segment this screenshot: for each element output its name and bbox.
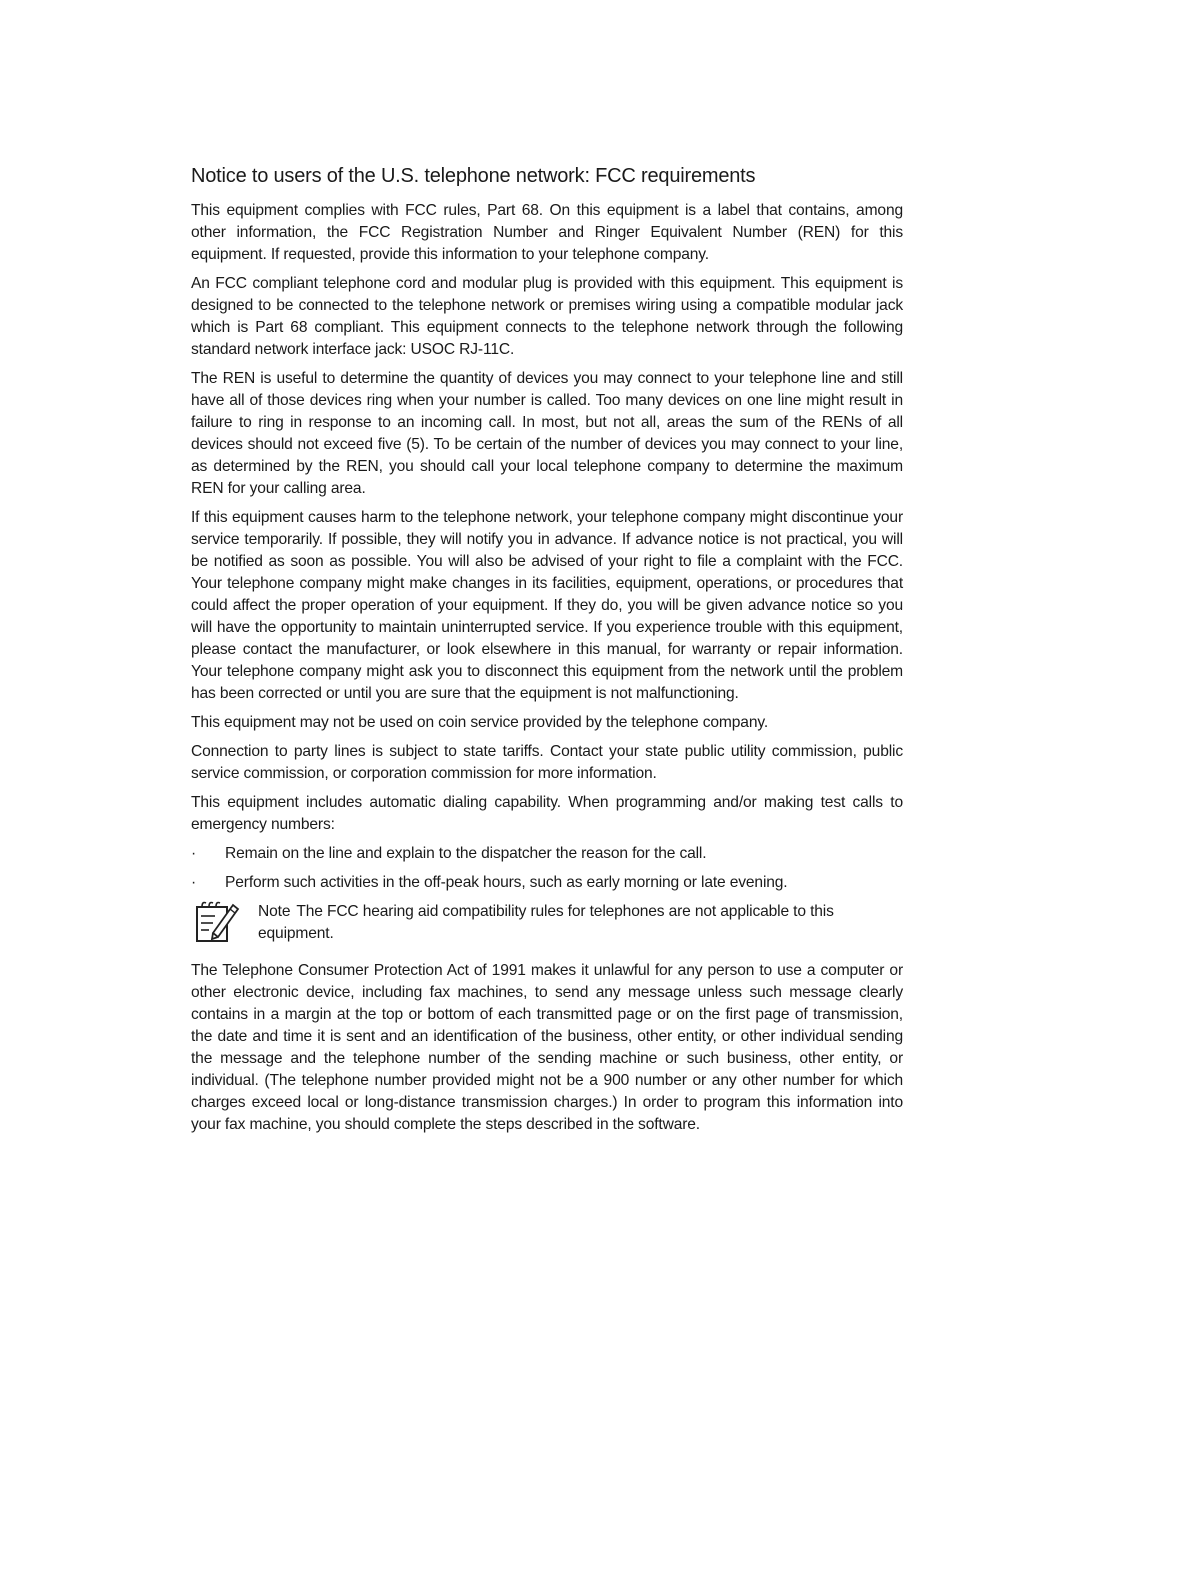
paragraph-coin-service: This equipment may not be used on coin service provided by the telephone company.: [191, 714, 769, 731]
note-callout: [191, 901, 903, 949]
list-item: [191, 872, 903, 894]
bullet-marker: ·: [191, 845, 197, 862]
paragraph-label-info: This equipment complies with FCC rules, Part 68. On this equipment is a label that contains, among other information, the FCC Registration Number and Ringer Equivalent Number (REN) for this equipment. If requested, provide this information to your telephone company.: [191, 202, 903, 263]
list-item-text: Perform such activities in the off-peak hours, such as early morning or late evening.: [225, 874, 788, 891]
document-page: [191, 163, 903, 1143]
paragraph-network-harm: If this equipment causes harm to the telephone network, your telephone company might discontinue your service temporarily. If possible, they will notify you in advance. If advance notice is not practical, you will be notified as soon as possible. You will also be advised of your right to file a complaint with the FCC. Your telephone company might make changes in its facilities, equipment, operations, or procedures that could affect the proper operation of your equipment. If they do, you will be given advance notice so you will have the opportunity to maintain uninterrupted service. If you experience trouble with this equipment, please contact the manufacturer, or look elsewhere in this manual, for warranty or repair information. Your telephone company might ask you to disconnect this equipment from the network until the problem has been corrected or until you are sure that the equipment is not malfunctioning.: [191, 509, 903, 702]
note-label: Note: [258, 903, 291, 920]
list-item-text: Remain on the line and explain to the dispatcher the reason for the call.: [225, 845, 707, 862]
note-text: The FCC hearing aid compatibility rules for telephones are not applicable to this equipment.: [258, 903, 834, 942]
paragraph-telephone-cord: An FCC compliant telephone cord and modular plug is provided with this equipment. This equipment is designed to be connected to the telephone network or premises wiring using a compatible modular jack which is Part 68 compliant. This equipment connects to the telephone network through the following standard network interface jack: USOC RJ-11C.: [191, 275, 903, 358]
paragraph-party-lines: Connection to party lines is subject to state tariffs. Contact your state public utility commission, public service commission, or corporation commission for more information.: [191, 743, 903, 782]
list-item: [191, 843, 903, 865]
note-pencil-icon: [193, 897, 241, 945]
paragraph-tcpa: The Telephone Consumer Protection Act of 1991 makes it unlawful for any person to use a computer or other electronic device, including fax machines, to send any message unless such message clearly contains in a margin at the top or bottom of each transmitted page or on the first page of transmission, the date and time it is sent and an identification of the business, other entity, or other individual sending the message and the telephone number of the sending machine or such business, other entity, or individual. (The telephone number provided might not be a 900 number or any other number for which charges exceed local or long-distance transmission charges.) In order to program this information into your fax machine, you should complete the steps described in the software.: [191, 962, 903, 1133]
paragraph-ren: The REN is useful to determine the quantity of devices you may connect to your telephone line and still have all of those devices ring when your number is called. Too many devices on one line might result in failure to ring in response to an incoming call. In most, but not all, areas the sum of the RENs of all devices should not exceed five (5). To be certain of the number of devices you may connect to your line, as determined by the REN, you should call your local telephone company to determine the maximum REN for your calling area.: [191, 370, 903, 497]
bullet-marker: ·: [191, 874, 197, 891]
paragraph-auto-dialing: This equipment includes automatic dialing capability. When programming and/or making test calls to emergency numbers:: [191, 794, 903, 833]
page-title: Notice to users of the U.S. telephone network: FCC requirements: [191, 165, 756, 187]
